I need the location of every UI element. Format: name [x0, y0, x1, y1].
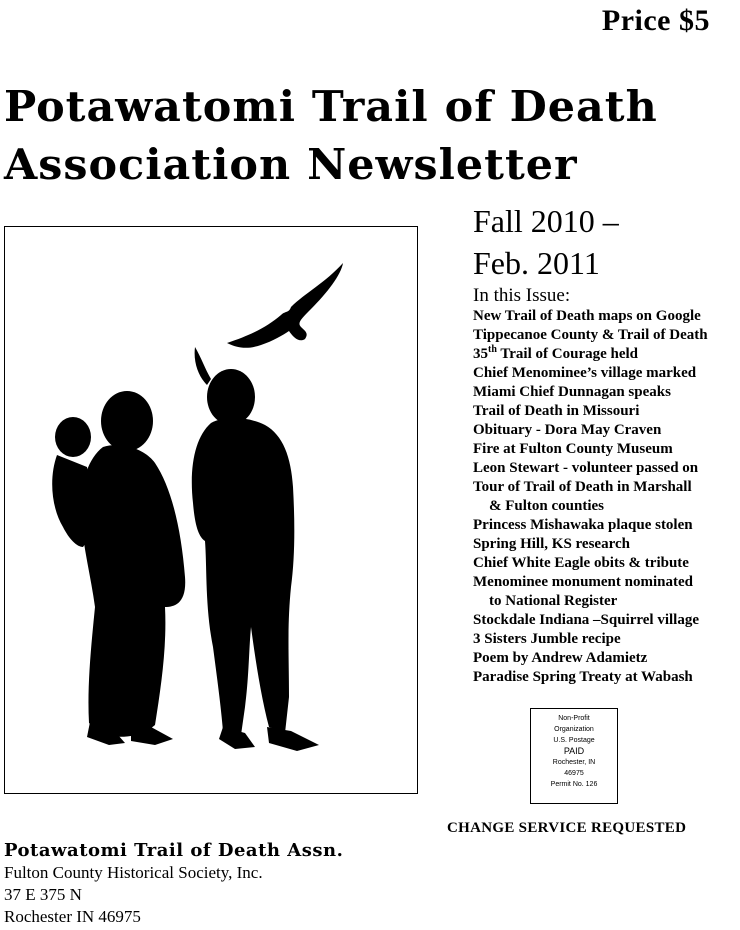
toc-item-continuation: & Fulton counties: [489, 498, 605, 514]
postage-line: 46975: [564, 770, 584, 777]
sender-street: 37 E 375 N: [4, 885, 82, 904]
toc-item-continuation: to National Register: [489, 593, 618, 609]
postage-line: U.S. Postage: [553, 737, 595, 744]
toc-item: Princess Mishawaka plaque stolen: [473, 517, 693, 533]
toc-item: 3 Sisters Jumble recipe: [473, 631, 621, 647]
toc-item: Tippecanoe County & Trail of Death: [473, 327, 708, 343]
sender-organization: Fulton County Historical Society, Inc.: [4, 863, 263, 882]
woman-silhouette-icon: [52, 391, 185, 745]
cover-illustration: [4, 226, 418, 794]
silhouette-family-eagle-icon: [5, 227, 417, 793]
postage-line: Rochester, IN: [552, 759, 596, 766]
masthead-line-2: Association Newsletter: [4, 140, 578, 189]
toc-item-superscript: th: [488, 344, 497, 355]
toc-item: [473, 345, 738, 364]
man-silhouette-icon: [192, 347, 319, 751]
masthead-line-1: Potawatomi Trail of Death: [4, 82, 658, 131]
toc-item: Poem by Andrew Adamietz: [473, 650, 648, 666]
toc-item: Spring Hill, KS research: [473, 536, 630, 552]
toc-item-number: 35: [473, 346, 488, 362]
newsletter-masthead: [4, 78, 658, 194]
toc-item-text: Trail of Courage held: [496, 346, 639, 362]
table-of-contents: [473, 307, 738, 687]
return-address: [4, 840, 343, 928]
issue-date: [473, 200, 619, 284]
toc-item: Miami Chief Dunnagan speaks: [473, 384, 671, 400]
toc-item: Fire at Fulton County Museum: [473, 441, 673, 457]
issue-date-line-2: Feb. 2011: [473, 245, 600, 281]
toc-item: Paradise Spring Treaty at Wabash: [473, 669, 693, 685]
postage-indicia: [530, 708, 618, 804]
change-service-requested: CHANGE SERVICE REQUESTED: [447, 820, 687, 836]
toc-item: Chief Menominee’s village marked: [473, 365, 697, 381]
toc-item: Chief White Eagle obits & tribute: [473, 555, 689, 571]
toc-item: Trail of Death in Missouri: [473, 403, 640, 419]
sender-city: Rochester IN 46975: [4, 907, 141, 926]
toc-item: Stockdale Indiana –Squirrel village: [473, 612, 700, 628]
postage-line: Non-Profit: [558, 715, 590, 722]
postage-permit: Permit No. 126: [550, 781, 598, 788]
postage-line: Organization: [554, 726, 594, 733]
toc-item: Tour of Trail of Death in Marshall: [473, 479, 692, 495]
postage-paid: PAID: [563, 746, 585, 756]
sender-name: Potawatomi Trail of Death Assn.: [4, 840, 344, 861]
issue-date-line-1: Fall 2010 –: [473, 203, 619, 239]
price-label: Price $5: [601, 4, 710, 37]
eagle-icon: [227, 263, 343, 348]
toc-item: Obituary - Dora May Craven: [473, 422, 662, 438]
toc-item: New Trail of Death maps on Google: [473, 308, 701, 324]
toc-item: Leon Stewart - volunteer passed on: [473, 460, 699, 476]
toc-item: Menominee monument nominated: [473, 574, 693, 590]
in-this-issue-heading: In this Issue:: [473, 285, 571, 306]
